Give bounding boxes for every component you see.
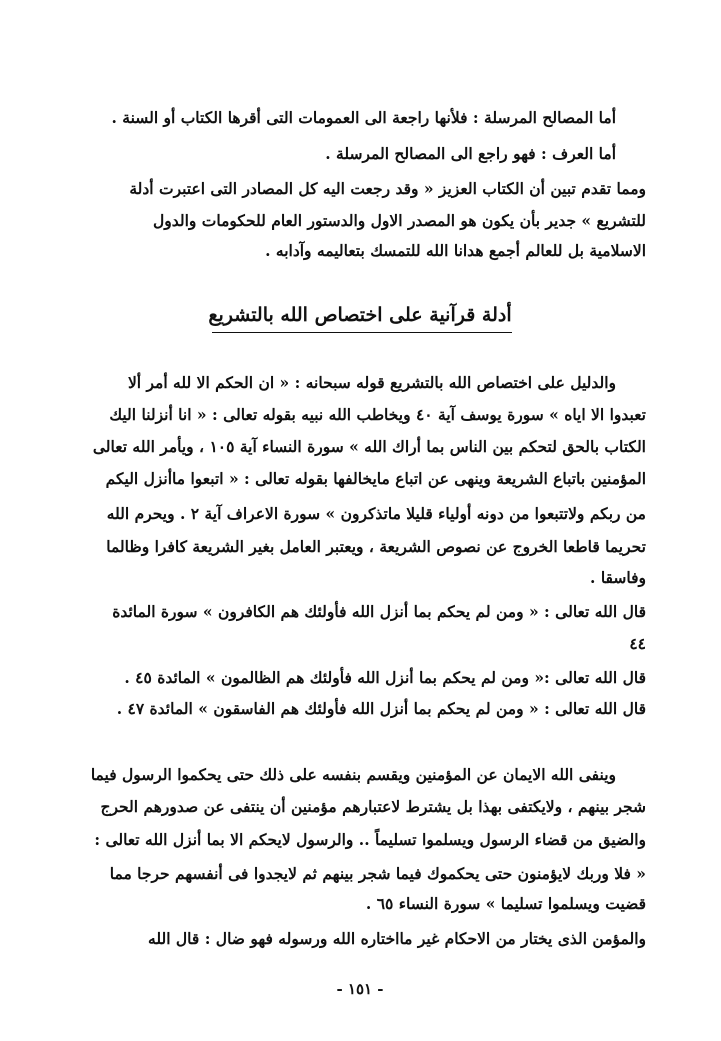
text-line: « فلا وربك لايؤمنون حتى يحكموك فيما شجر بينهم ثم لايجدوا فى أنفسهم حرجا مما — [109, 864, 646, 883]
text-line: شجر بينهم ، ولايكتفى بهذا بل يشترط لاعتبارهم مؤمنين أن ينتفى عن صدورهم الحرج — [100, 797, 646, 816]
text-line: الكتاب بالحق لتحكم بين الناس بما أراك الله » سورة النساء آية ١٠٥ ، ويأمر الله تعالى — [92, 437, 646, 456]
text-line: للتشريع » جدير بأن يكون هو المصدر الاول والدستور العام للحكومات والدول — [153, 211, 646, 230]
text-line: تحريما قاطعا الخروج عن نصوص الشريعة ، ويعتبر العامل بغير الشريعة كافرا وظالما — [106, 537, 646, 556]
text-line: قال الله تعالى :« ومن لم يحكم بما أنزل الله فأولئك هم الظالمون » المائدة ٤٥ . — [124, 668, 646, 687]
text-line: أما المصالح المرسلة : فلأنها راجعة الى العمومات التى أقرها الكتاب أو السنة . — [111, 108, 616, 127]
text-line: والدليل على اختصاص الله بالتشريع قوله سبحانه : « ان الحكم الا لله أمر ألا — [127, 373, 616, 392]
text-line: والمؤمن الذى يختار من الاحكام غير مااختاره الله ورسوله فهو ضال : قال الله — [148, 929, 646, 948]
page-number: - ١٥١ - — [336, 980, 384, 998]
text-line: وفاسقا . — [590, 568, 646, 587]
text-line: قضيت ويسلموا تسليما » سورة النساء ٦٥ . — [365, 894, 646, 913]
text-line: وينفى الله الايمان عن المؤمنين ويقسم بنفسه على ذلك حتى يحكموا الرسول فيما — [90, 765, 616, 784]
text-line: قال الله تعالى : « ومن لم يحكم بما أنزل الله فأولئك هم الكافرون » سورة المائدة — [112, 602, 646, 621]
text-line: تعبدوا الا اياه » سورة يوسف آية ٤٠ ويخاطب الله نبيه بقوله تعالى : « انا أنزلنا اليك — [109, 405, 646, 424]
text-line: قال الله تعالى : « ومن لم يحكم بما أنزل الله فأولئك هم الفاسقون » المائدة ٤٧ . — [116, 699, 646, 718]
text-line: الاسلامية بل للعالم أجمع هدانا الله للتمسك بتعاليمه وآدابه . — [265, 241, 646, 260]
section-heading: أدلة قرآنية على اختصاص الله بالتشريع — [208, 304, 512, 326]
text-line: ٤٤ — [629, 634, 646, 653]
text-line: ومما تقدم تبين أن الكتاب العزيز « وقد رجعت اليه كل المصادر التى اعتبرت أدلة — [129, 179, 646, 198]
text-line: المؤمنين باتباع الشريعة وينهى عن اتباع مايخالفها بقوله تعالى : « اتبعوا ماأنزل اليكم — [105, 469, 646, 488]
text-line: والضيق من قضاء الرسول ويسلموا تسليماً .. والرسول لايحكم الا بما أنزل الله تعالى : — [94, 830, 646, 849]
text-line: أما العرف : فهو راجع الى المصالح المرسلة . — [325, 144, 616, 163]
heading-underline — [212, 332, 512, 333]
text-line: من ربكم ولاتتبعوا من دونه أولياء قليلا ماتذكرون » سورة الاعراف آية ٢ . ويحرم الله — [106, 504, 646, 523]
